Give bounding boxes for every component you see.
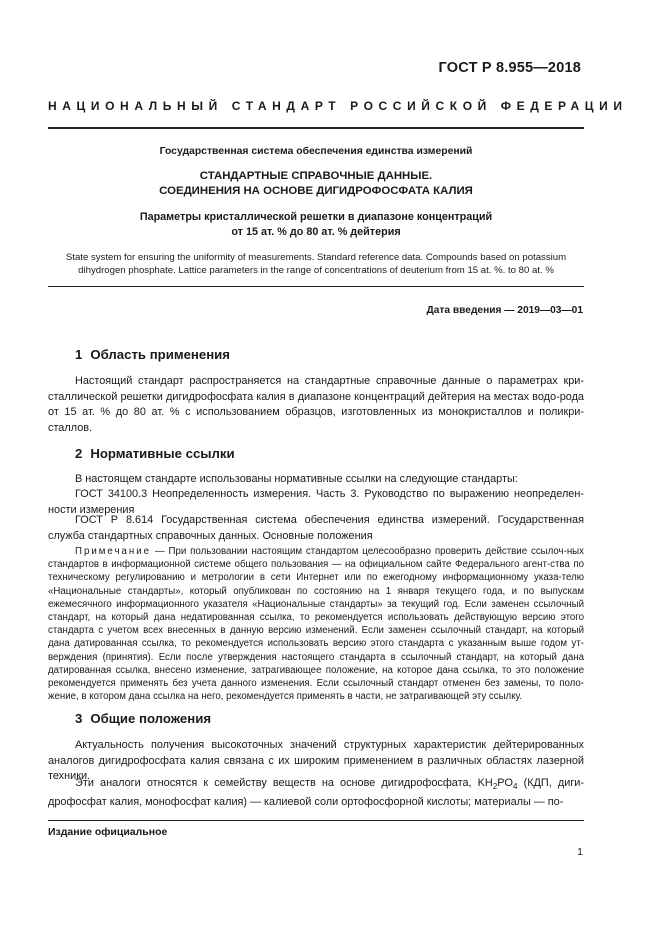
- title-rule: [48, 286, 584, 287]
- section-1-heading: [75, 347, 238, 362]
- header-rule: [48, 127, 584, 129]
- section-2-note: [48, 545, 584, 703]
- reference-gost-34100-3: ГОСТ 34100.3 Неопределенность измерения. Часть 3. Руководство по выражению неопределен-ности измерения: [48, 488, 584, 516]
- system-title: Государственная система обеспечения единства измерений: [159, 146, 473, 157]
- section-2-heading: [75, 446, 243, 461]
- english-title-line-1: State system for ensuring the uniformity of measurements. Standard reference data. Compounds based on potassium: [65, 252, 567, 263]
- section-2-intro: В настоящем стандарте использованы нормативные ссылки на следующие стандарты:: [75, 473, 518, 485]
- main-title-line-2: СОЕДИНЕНИЯ НА ОСНОВЕ ДИГИДРОФОСФАТА КАЛИЯ: [159, 185, 473, 197]
- national-standard-heading: НАЦИОНАЛЬНЫЙ СТАНДАРТ РОССИЙСКОЙ ФЕДЕРАЦИИ: [48, 99, 628, 113]
- english-title-line-2: dihydrogen phosphate. Lattice parameters in the range of concentrations of deuterium from 15 at. %. to 80 at. %: [78, 265, 554, 276]
- section-3-heading: [75, 711, 219, 726]
- note-label: Примечание: [75, 546, 152, 557]
- gost-code: ГОСТ Р 8.955—2018: [438, 60, 581, 76]
- section-1-number: 1: [75, 347, 83, 362]
- subtitle-line-2: от 15 ат. % до 80 ат. % дейтерия: [231, 226, 401, 238]
- section-3-number: 3: [75, 711, 83, 726]
- section-3-paragraph-2: Эти аналоги относятся к семейству веществ на основе дигидрофосфата, $KH_2PO_4$ (КДП, диги-дрофосфат калия, монофосфат калия) — калиевой соли ортофосфорной кислоты; материалы — по-: [48, 777, 585, 808]
- section-1-title: Область применения: [90, 347, 230, 362]
- section-2-number: 2: [75, 446, 83, 461]
- intro-date: Дата введения — 2019—03—01: [426, 305, 583, 316]
- section-3-title: Общие положения: [90, 711, 212, 726]
- reference-gost-r-8-614: ГОСТ Р 8.614 Государственная система обеспечения единства измерений. Государственная служба стандартных справочных данных. Основные положения: [48, 514, 584, 542]
- section-1-text: Настоящий стандарт распространяется на стандартные справочные данные о параметрах кри-сталлической решетки дигидрофосфата калия в диапазоне концентраций дейтерия на местах водо-рода от 15 ат. % до 80 ат. % с использованием образцов, изготовленных из монокристаллов и поликри-сталлов.: [48, 375, 584, 434]
- note-text: — При пользовании настоящим стандартом целесообразно проверить действие ссылоч-ных стандартов в информационной системе общего пользования — на официальном сайте Федерального агент-ства по техническому регулированию и метрологии в сети Интернет или по ежегодному информационному указа-телю «Национальные стандарты», который опубликован по состоянию на 1 января текущего года, и по выпускам ежемесячного информационного указателя «Национальные стандарты» за текущий год. Если заменен ссылочный стандарт, на который дана недатированная ссылка, то рекомендуется использовать действующую версию этого стандарта с учетом всех внесенных в данную версию изменений. Если заменен ссылочный стандарт, на который дана датированная ссылка, то рекомендуется использовать версию этого стандарта с указанным выше годом ут-верждения (принятия). Если после утверждения настоящего стандарта в ссылочный стандарт, на который дана датированная ссылка, внесено изменение, затрагивающее положение, на которое дана ссылка, то это положение рекомендуется применять без учета данного изменения. Если ссылочный стандарт отменен без замены, то поло-жение, в котором дана ссылка на него, рекомендуется применять в части, не затрагивающей эту ссылку.: [48, 546, 584, 703]
- main-title-line-1: СТАНДАРТНЫЕ СПРАВОЧНЫЕ ДАННЫЕ.: [199, 170, 433, 182]
- section-3-paragraph-1: Актуальность получения высокоточных значений структурных характеристик дейтерированных аналогов дигидрофосфата калия связана с их широким применением в различных областях лазерной техники.: [48, 739, 584, 783]
- edition-label: Издание официальное: [48, 826, 168, 838]
- footer-rule: [48, 820, 584, 821]
- subtitle-line-1: Параметры кристаллической решетки в диапазоне концентраций: [139, 211, 493, 223]
- section-2-title: Нормативные ссылки: [90, 446, 235, 461]
- page-number: 1: [577, 846, 583, 858]
